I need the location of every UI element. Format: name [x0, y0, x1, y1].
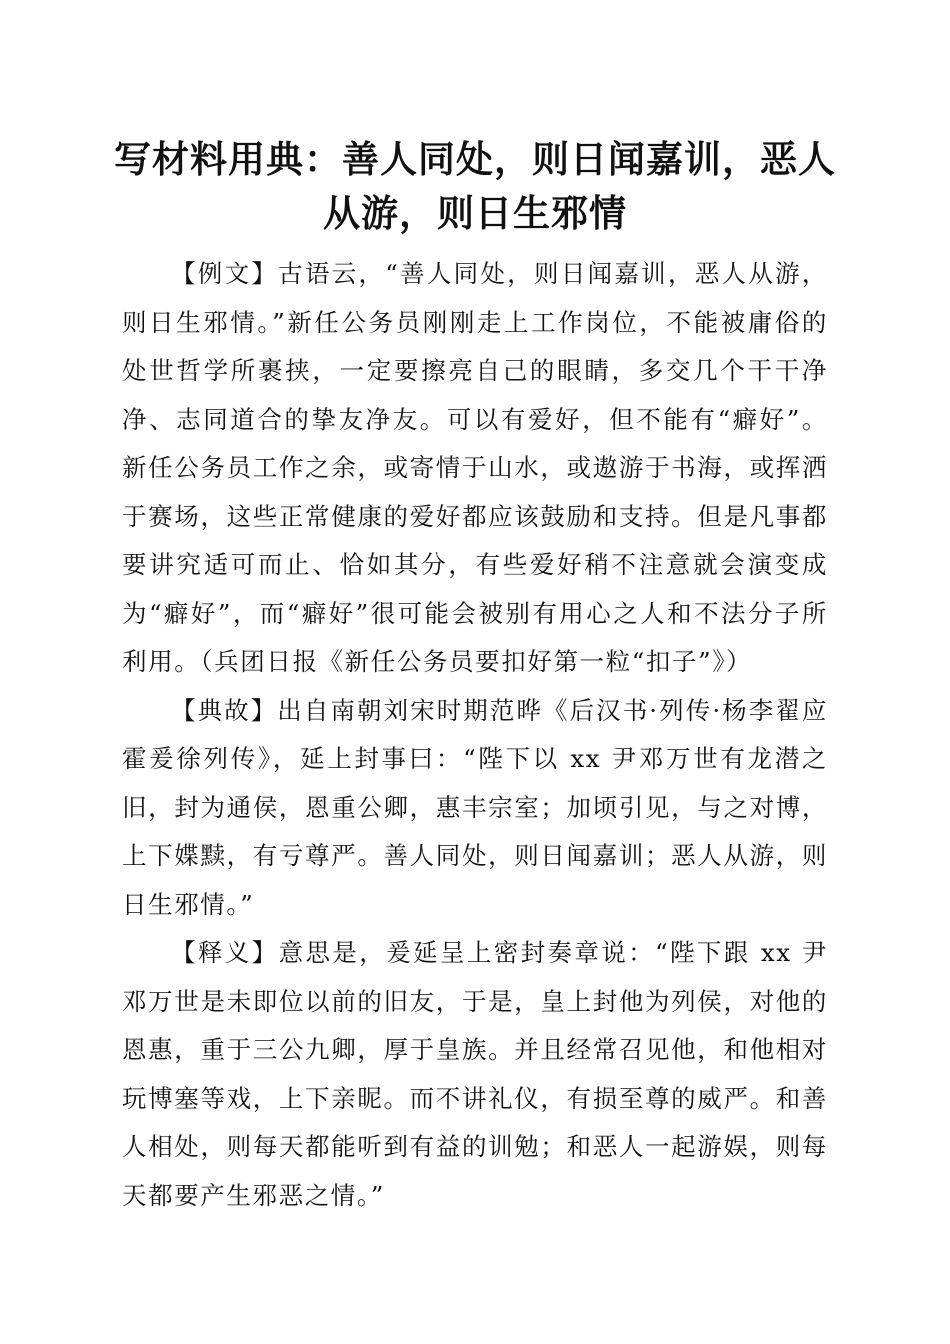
section-tag-example: 【例文】 — [171, 259, 279, 288]
section-text-allusion: 出自南朝刘宋时期范晔《后汉书·列传·杨李翟应霍爰徐列传》，延上封事曰：“陛下以 xx 尹邓万世有龙潜之旧，封为通侯，恩重公卿，惠丰宗室；加顷引见，与之对博，上下媟黩，有亏尊严。善人同处，则日闻嘉训；恶人从游，则日生邪情。” — [122, 695, 828, 919]
document-body — [122, 250, 828, 1220]
section-tag-allusion: 【典故】 — [171, 695, 278, 725]
section-text-example: 古语云，“善人同处，则日闻嘉训，恶人从游，则日生邪情。”新任公务员刚刚走上工作岗位，不能被庸俗的处世哲学所裹挟，一定要擦亮自己的眼睛，多交几个干干净净、志同道合的挚友净友。可以有爱好，但不能有“癖好”。新任公务员工作之余，或寄情于山水，或遨游于书海，或挥洒于赛场，这些正常健康的爱好都应该鼓励和支持。但是凡事都要讲究适可而止、恰如其分，有些爱好稍不注意就会演变成为“癖好”，而“癖好”很可能会被别有用心之人和不法分子所利用。（兵团日报《新任公务员要扣好第一粒“扣子”》） — [122, 259, 829, 676]
section-text-interpretation: 意思是，爰延呈上密封奏章说：“陛下跟 xx 尹邓万世是未即位以前的旧友，于是，皇上封他为列侯，对他的恩惠，重于三公九卿，厚于皇族。并且经常召见他，和他相对玩博塞等戏，上下亲昵。而不讲礼仪，有损至尊的威严。和善人相处，则每天都能听到有益的训勉；和恶人一起游娱，则每天都要产生邪恶之情。” — [122, 938, 828, 1210]
paragraph-allusion — [122, 687, 828, 930]
section-tag-interpretation: 【释义】 — [171, 938, 279, 967]
document-title: 写材料用典：善人同处，则日闻嘉训，恶人从游，则日生邪情 — [114, 137, 836, 235]
paragraph-interpretation — [122, 929, 828, 1220]
paragraph-example — [122, 250, 828, 687]
